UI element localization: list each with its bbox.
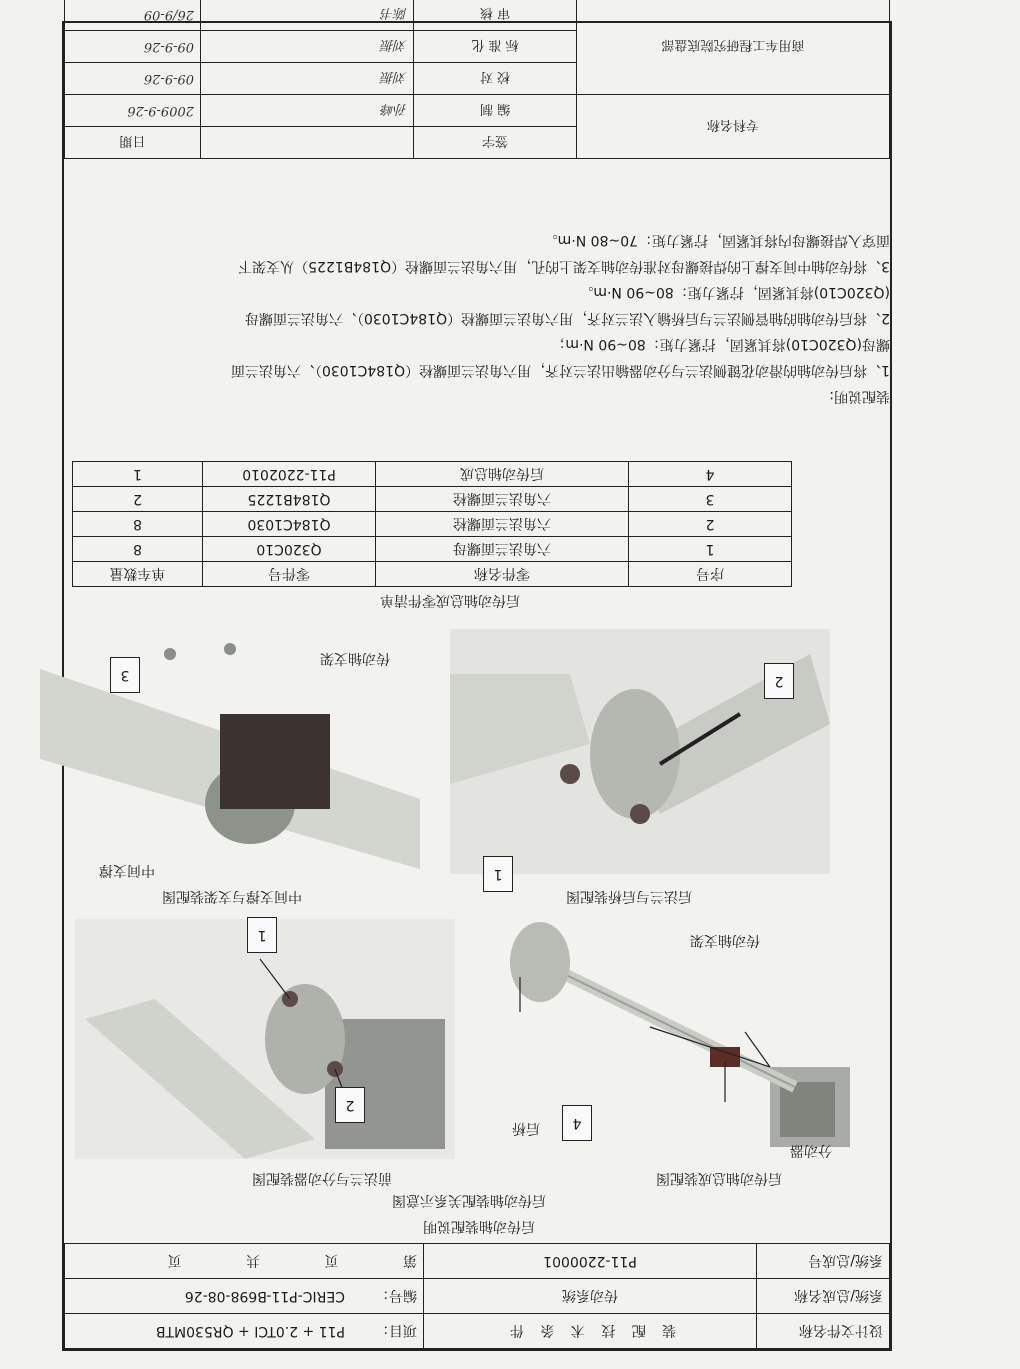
note-line: 面穿入焊接螺母内将其紧固，拧紧力矩：70~80 N·m。: [543, 232, 890, 248]
fig-c-caption: 后法兰与后桥装配图: [566, 888, 692, 904]
page-word-3: 共: [246, 1252, 261, 1268]
table-row: [73, 512, 792, 537]
system-no: P11-2200001: [424, 1244, 757, 1279]
company-name: 商用车工程研究院底盘部: [577, 0, 890, 95]
sign-date: 日期: [65, 127, 201, 159]
cell: 1: [73, 462, 203, 487]
label-system-no: 系统/总成号: [757, 1244, 890, 1279]
note-line: 螺母(Q320C10)将其紧固，拧紧力矩：80~90 N·m；: [551, 336, 890, 352]
cell: 六角法兰面螺栓: [376, 512, 629, 537]
col-qty: 单车数量: [73, 562, 203, 587]
date-handwritten: 09-9-26: [65, 31, 201, 63]
fig-d-caption: 中间支撑与支架装配图: [162, 888, 302, 904]
cell: 8: [73, 537, 203, 562]
table-row: [73, 487, 792, 512]
cell: P11-2202010: [203, 462, 376, 487]
date-handwritten: 09-9-26: [65, 63, 201, 95]
cell: 六角法兰面螺母: [376, 537, 629, 562]
callout-3: 3: [110, 657, 140, 693]
dept-name: 专科名称: [577, 95, 890, 159]
cell: 2: [73, 487, 203, 512]
date-handwritten: 26/9-09: [65, 0, 201, 31]
page-word-2: 页: [324, 1252, 339, 1268]
label-rear-axle: 后桥: [512, 1120, 540, 1136]
signature-handwritten: 孙峰: [201, 95, 414, 127]
fig-a-caption: 后传动轴总成装配图: [656, 1170, 782, 1186]
title-block: [64, 1243, 890, 1349]
table-row: [73, 462, 792, 487]
notes-title: 装配说明:: [829, 388, 890, 404]
cell: 六角法兰面螺栓: [376, 487, 629, 512]
cell: 8: [73, 512, 203, 537]
system-name: 传动系统: [424, 1279, 757, 1314]
label-shaft-bracket: 传动轴支架: [690, 932, 760, 948]
center-support-figure: [40, 634, 420, 869]
parts-table-title: 后传动轴总成零件清单: [380, 592, 520, 608]
callout-1: 1: [247, 917, 277, 953]
signature-handwritten: 刘振: [201, 63, 414, 95]
front-flange-figure: [75, 919, 455, 1159]
label-shaft-bracket-2: 传动轴支架: [320, 650, 390, 666]
sign-role: 标 准 化: [414, 31, 577, 63]
signature-handwritten: 陈书: [201, 0, 414, 31]
label-transfer-case: 分动器: [790, 1142, 832, 1158]
doc-type: 装 配 技 术 条 件: [424, 1314, 757, 1349]
cell: Q184B1225: [203, 487, 376, 512]
sign-role: 审 核: [414, 0, 577, 31]
document-frame: [62, 5, 892, 1351]
parts-table: [72, 461, 792, 587]
driveshaft-assembly-figure: [490, 917, 890, 1167]
col-index: 序号: [629, 562, 792, 587]
note-line: 2、将后传动轴的轴管侧法兰与后桥输入法兰对齐，用六角法兰面螺栓（Q184C1030）、六角法兰面螺母: [244, 310, 890, 326]
assembly-notes: [64, 227, 890, 409]
callout-4: 4: [562, 1105, 592, 1141]
cell: Q320C10: [203, 537, 376, 562]
cell: 2: [629, 512, 792, 537]
sign-name: [201, 127, 414, 159]
signature-block: [64, 0, 890, 159]
col-part-no: 零件号: [203, 562, 376, 587]
parts-table-header: [73, 562, 792, 587]
note-line: (Q320C10)将其紧固，拧紧力矩：80~90 N·m。: [579, 284, 890, 300]
cell: 4: [629, 462, 792, 487]
section-title: 后传动轴装配说明: [423, 1218, 535, 1234]
page-count: [65, 1244, 424, 1279]
cell: 1: [629, 537, 792, 562]
number-value: CERIC-P11-B698-08-26: [65, 1279, 352, 1314]
cell: Q184C1030: [203, 512, 376, 537]
callout-1-rear: 1: [483, 856, 513, 892]
note-line: 3、将传动轴中间支撑上的焊接螺母对准传动轴支架上的孔，用六角法兰面螺栓（Q184B1225）从支架下: [238, 258, 890, 274]
label-design-file: 设计文件名称: [757, 1314, 890, 1349]
number-label: 编号：: [351, 1279, 424, 1314]
signature-handwritten: 刘振: [201, 31, 414, 63]
label-system-name: 系统/总成名称: [757, 1279, 890, 1314]
label-center-support: 中间支撑: [99, 862, 155, 878]
sign-role: 签字: [414, 127, 577, 159]
page-word-4: 页: [167, 1252, 182, 1268]
sign-role: 校 对: [414, 63, 577, 95]
callout-2: 2: [335, 1087, 365, 1123]
callout-2-rear: 2: [764, 663, 794, 699]
project-value: P11 + 2.0TCI + QR530MTB: [65, 1314, 352, 1349]
page-word-1: 第: [403, 1252, 417, 1268]
col-part-name: 零件名称: [376, 562, 629, 587]
project-label: 项目：: [351, 1314, 424, 1349]
fig-b-caption: 前法兰与分动器装配图: [252, 1170, 392, 1186]
date-handwritten: 2009-9-26: [65, 95, 201, 127]
cell: 3: [629, 487, 792, 512]
cell: 后传动轴总成: [376, 462, 629, 487]
sign-role: 编 制: [414, 95, 577, 127]
table-row: [73, 537, 792, 562]
overview-title: 后传动轴装配关系示意图: [392, 1192, 546, 1208]
note-line: 1、将后传动轴的滑动花键侧法兰与分动器输出法兰对齐，用六角法兰面螺栓（Q184C1030）、六角法兰面: [230, 362, 890, 378]
